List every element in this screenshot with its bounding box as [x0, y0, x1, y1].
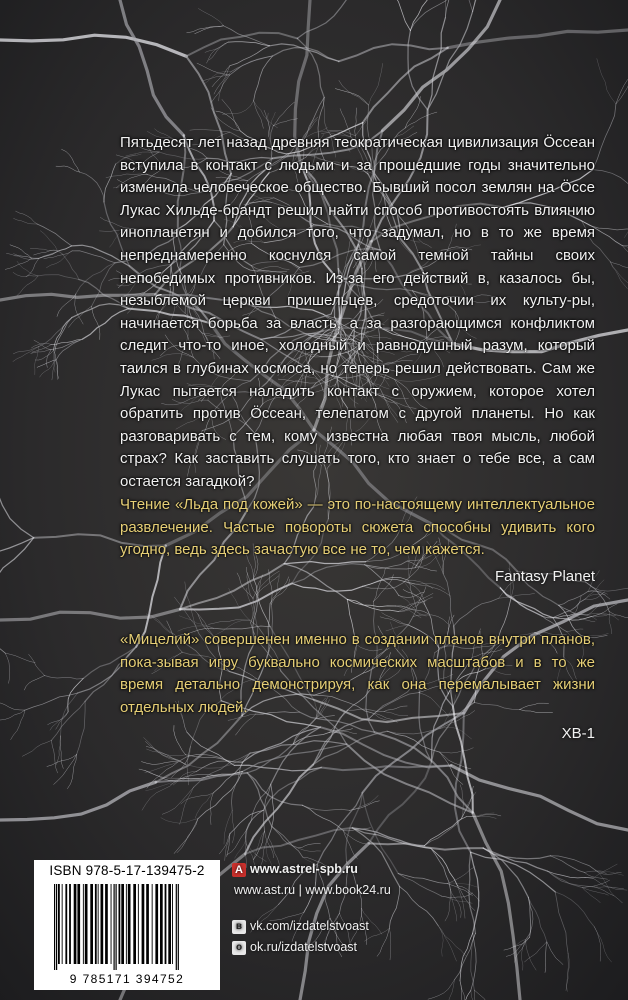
barcode-bar	[176, 884, 177, 970]
barcode-bar	[69, 884, 71, 964]
sites-links[interactable]: www.ast.ru | www.book24.ru	[234, 883, 391, 897]
barcode-bar	[98, 884, 99, 964]
ok-icon: о	[232, 941, 246, 955]
barcode-bar	[95, 884, 97, 964]
barcode-bar	[152, 884, 153, 964]
barcode	[48, 884, 206, 970]
review-quote	[120, 494, 595, 588]
barcode-bar	[58, 884, 60, 964]
barcode-bar	[114, 884, 115, 970]
quote-source: ХВ-1	[561, 725, 595, 743]
barcode-bar	[126, 884, 127, 964]
barcode-bar	[62, 884, 63, 964]
barcode-bar	[128, 884, 131, 964]
barcode-bar	[105, 884, 108, 964]
review-quote	[120, 629, 595, 745]
isbn-number: ISBN 978-5-17-139475-2	[49, 863, 205, 878]
sites-link-row[interactable]	[234, 883, 391, 897]
quote-text: «Мицелий» совершенен именно в создании планов внутри планов, пока-зывая игру буквально космических масштабов и в то же время детально демонстрируя, как она перемалывает жизни отдельных людей.	[120, 631, 595, 716]
barcode-digits: 9 785171 394752	[69, 972, 185, 986]
barcode-bar	[119, 884, 121, 964]
barcode-bar	[54, 884, 55, 970]
isbn-barcode-block	[34, 860, 220, 990]
barcode-bar	[155, 884, 158, 964]
barcode-bar	[178, 884, 179, 970]
barcode-bar	[133, 884, 136, 964]
barcode-bar	[160, 884, 163, 964]
barcode-bar	[116, 884, 117, 970]
quote-source: Fantasy Planet	[494, 567, 595, 585]
barcode-bar	[172, 884, 173, 964]
barcode-bar	[168, 884, 171, 964]
vk-icon: в	[232, 920, 246, 934]
barcode-bar	[146, 884, 149, 964]
astrel-logo-icon: A	[232, 863, 246, 877]
astrel-link[interactable]: www.astrel-spb.ru	[250, 862, 358, 876]
astrel-link-row[interactable]	[232, 862, 358, 877]
barcode-bar	[90, 884, 93, 964]
barcode-bar	[165, 884, 167, 964]
barcode-bar	[121, 884, 124, 964]
barcode-bar	[74, 884, 77, 964]
vk-link-row[interactable]	[232, 919, 369, 934]
barcode-bar	[56, 884, 57, 970]
ok-link[interactable]: ok.ru/izdatelstvoast	[250, 940, 357, 954]
barcode-bar	[138, 884, 139, 964]
ok-link-row[interactable]	[232, 940, 357, 955]
vk-link[interactable]: vk.com/izdatelstvoast	[250, 919, 369, 933]
barcode-bar	[85, 884, 88, 964]
barcode-bar	[111, 884, 112, 964]
barcode-bar	[65, 884, 67, 964]
description-paragraph: Пятьдесят лет назад древняя теократическая цивилизация Öссеан вступила в контакт с людьми и за прошедшие годы значительно изменила человеческое общество. Бывший посол землян на Öссе Лукас Хильде-брандт решил найти способ противостоять влиянию инопланетян и добился того, что задумал, но в то же время непреднамеренно коснулся самой темной тайны своих непобедимых противников. Из-за его действий в, казалось бы, незыблемой церкви пришельцев, средоточии их культу-ры, начинается борьба за власть, а за разгорающимся конфликтом следит что-то иное, холодный и равнодушный разум, который таился в глубинах космоса, но теперь решил действовать. Сам же Лукас пытается наладить контакт с оружием, которое хотел обратить против Öссеан, телепатом с другой планеты. Но как разговаривать с тем, кому известна любая твоя мысль, любой страх? Как заставить слушать того, кто знает о тебе все, а сам остается загадкой?	[120, 134, 595, 490]
barcode-bar	[77, 884, 80, 964]
quote-text: Чтение «Льда под кожей» — это по-настоящему интеллектуальное развлечение. Частые повороты сюжета способны удивить кого угодно, ведь здесь зачастую все не то, чем кажется.	[120, 496, 595, 559]
barcode-bar	[101, 884, 104, 964]
barcode-bar	[83, 884, 84, 964]
barcode-bar	[142, 884, 145, 964]
